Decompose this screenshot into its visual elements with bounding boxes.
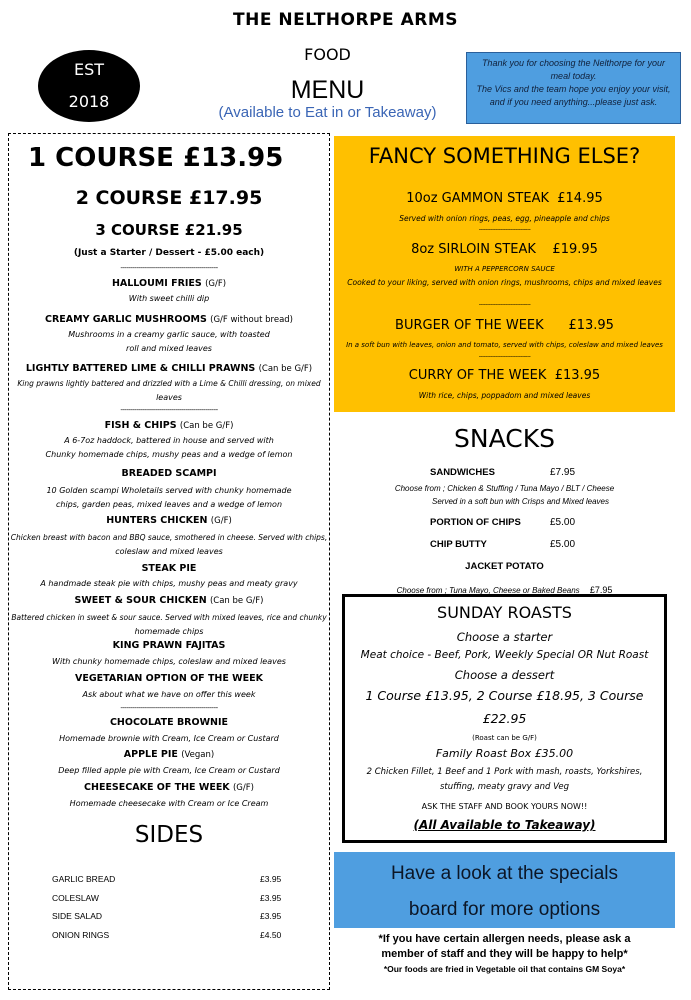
fancy-item-desc: WITH A PEPPERCORN SAUCE <box>454 265 555 273</box>
menu-item-desc: A 6-7oz haddock, battered in house and served with <box>64 436 274 445</box>
specials-line: board for more options <box>408 899 601 920</box>
food-label: FOOD <box>304 45 351 64</box>
menu-item-title <box>10 640 328 651</box>
item-price: £13.95 <box>568 318 614 333</box>
item-name: FISH & CHIPS <box>104 420 177 431</box>
allergen-note: *If you have certain allergen needs, please ask a <box>378 933 631 945</box>
item-name: 10oz GAMMON STEAK <box>406 191 549 206</box>
item-name: APPLE PIE <box>123 749 178 760</box>
family-roast-box: Family Roast Box £35.00 <box>435 747 574 760</box>
menu-item-title <box>10 468 328 479</box>
availability-note: (Available to Eat in or Takeaway) <box>218 104 437 121</box>
est-year: 2018 <box>68 92 110 111</box>
item-name: LIGHTLY BATTERED LIME & CHILLI PRAWNS <box>25 363 256 374</box>
item-name: SWEET & SOUR CHICKEN <box>74 595 207 606</box>
item-note: (G/F) <box>205 279 227 289</box>
item-price: £13.95 <box>554 368 601 383</box>
snack-name: PORTION OF CHIPS <box>430 517 521 528</box>
item-name: VEGETARIAN OPTION OF THE WEEK <box>75 673 263 684</box>
oil-note: *Our foods are fried in Vegetable oil that contains GM Soya* <box>383 964 626 974</box>
sides-heading: SIDES <box>134 822 204 848</box>
menu-item-title <box>10 595 328 606</box>
snack-name: SANDWICHES <box>430 467 495 478</box>
menu-item-title <box>10 314 328 325</box>
side-item-name: SIDE SALAD <box>52 911 103 921</box>
set-menu-panel <box>8 133 330 990</box>
sunday-starter: Choose a starter <box>456 630 553 644</box>
menu-item-title <box>10 749 328 760</box>
menu-item-desc: Deep filled apple pie with Cream, Ice Cream or Custard <box>58 766 280 775</box>
fancy-item-desc: In a soft bun with leaves, onion and tomato, served with chips, coleslaw and mixed leaves <box>346 341 663 349</box>
sunday-prices-3: £22.95 <box>482 711 527 726</box>
separator: ------------------------------------------------ <box>120 704 218 712</box>
menu-item-desc: A handmade steak pie with chips, mushy peas and meaty gravy <box>40 579 298 588</box>
menu-item-title <box>10 673 328 684</box>
menu-item-desc: Chunky homemade chips, mushy peas and a wedge of lemon <box>45 450 293 459</box>
menu-item-desc: Homemade cheesecake with Cream or Ice Cream <box>69 799 269 808</box>
menu-item-desc: coleslaw and mixed leaves <box>115 547 223 556</box>
separator: ------------------------------------------------ <box>120 264 218 272</box>
item-name: CHOCOLATE BROWNIE <box>109 717 229 728</box>
menu-item-desc: roll and mixed leaves <box>126 344 212 353</box>
snack-desc: Choose from ; Tuna Mayo, Cheese or Baked Beans <box>396 586 580 595</box>
fancy-item-title <box>334 242 675 257</box>
snack-desc: Choose from ; Chicken & Stuffing / Tuna Mayo / BLT / Cheese <box>394 484 615 493</box>
item-name: STEAK PIE <box>141 563 197 574</box>
snack-price: £5.00 <box>550 517 576 528</box>
item-name: HALLOUMI FRIES <box>111 278 202 289</box>
menu-item-desc: homemade chips <box>134 627 204 636</box>
snack-price: £7.95 <box>550 467 576 478</box>
item-note: (Vegan) <box>181 750 215 760</box>
thanks-line: The Vics and the team hope you enjoy your visit, <box>476 84 671 94</box>
menu-item-title <box>10 420 328 431</box>
side-item-name: GARLIC BREAD <box>52 874 116 884</box>
family-roast-desc: stuffing, meaty gravy and Veg <box>439 782 570 792</box>
menu-item-desc: Mushrooms in a creamy garlic sauce, with toasted <box>68 330 270 339</box>
menu-item-title <box>10 717 328 728</box>
side-item-price: £4.50 <box>260 930 282 940</box>
item-name: CREAMY GARLIC MUSHROOMS <box>44 314 207 325</box>
snack-desc: Served in a soft bun with Crisps and Mixed leaves <box>432 497 609 506</box>
item-name: 8oz SIRLOIN STEAK <box>411 242 536 257</box>
menu-item-desc: chips, garden peas, mixed leaves and a wedge of lemon <box>55 500 283 509</box>
fancy-item-desc: Cooked to your liking, served with onion rings, mushrooms, chips and mixed leaves <box>347 278 662 287</box>
side-item-price: £3.95 <box>260 911 282 921</box>
specials-banner <box>334 852 675 928</box>
item-note: (G/F without bread) <box>210 315 293 325</box>
menu-item-desc: Battered chicken in sweet & sour sauce. Served with mixed leaves, rice and chunky <box>11 613 327 622</box>
side-item-name: COLESLAW <box>52 893 99 903</box>
menu-item-desc: leaves <box>156 393 182 402</box>
separator: ------------------------------------------------ <box>120 406 218 414</box>
sunday-prices: 1 Course £13.95, 2 Course £18.95, 3 Course <box>365 688 644 703</box>
thanks-line: Thank you for choosing the Nelthorpe for your <box>481 58 666 68</box>
menu-item-desc: Ask about what we have on offer this week <box>82 690 256 699</box>
sunday-gf-note: (Roast can be G/F) <box>472 734 537 742</box>
three-course-price: 3 COURSE £21.95 <box>95 221 243 239</box>
sunday-dessert: Choose a dessert <box>454 668 555 682</box>
item-name: HUNTERS CHICKEN <box>106 515 208 526</box>
thanks-line: meal today. <box>550 71 597 81</box>
book-now-note: ASK THE STAFF AND BOOK YOURS NOW!! <box>421 802 588 811</box>
fancy-item-desc: Served with onion rings, peas, egg, pineapple and chips <box>399 214 610 223</box>
menu-item-desc: Homemade brownie with Cream, Ice Cream or Custard <box>59 734 279 743</box>
sunday-heading: SUNDAY ROASTS <box>437 603 572 622</box>
item-name: BURGER OF THE WEEK <box>395 318 544 333</box>
item-price: £14.95 <box>557 191 603 206</box>
item-note: (G/F) <box>232 783 254 793</box>
menu-item-desc: With chunky homemade chips, coleslaw and mixed leaves <box>52 657 286 666</box>
item-name: KING PRAWN FAJITAS <box>112 640 226 651</box>
separator: ------------------------------- <box>478 226 531 233</box>
item-note: (Can be G/F) <box>209 596 264 606</box>
specials-line: Have a look at the specials <box>390 863 619 884</box>
fancy-heading: FANCY SOMETHING ELSE? <box>368 144 641 168</box>
item-note: (Can be G/F) <box>179 421 234 431</box>
menu-item-desc: Chicken breast with bacon and BBQ sauce, smothered in cheese. Served with chips, <box>10 533 328 542</box>
snack-price: £7.95 <box>589 585 613 595</box>
thank-you-box <box>466 52 681 124</box>
menu-item-title <box>10 278 328 289</box>
menu-item-desc: 10 Golden scampi Wholetails served with chunky homemade <box>46 486 292 495</box>
course-note: (Just a Starter / Dessert - £5.00 each) <box>73 248 265 258</box>
menu-item-title <box>10 782 328 793</box>
menu-heading: MENU <box>290 76 365 104</box>
sunday-meat-choice: Meat choice - Beef, Pork, Weekly Special OR Nut Roast <box>360 649 649 661</box>
item-note: (G/F) <box>210 516 232 526</box>
snack-name: CHIP BUTTY <box>430 539 487 550</box>
est-label: EST <box>73 60 105 79</box>
fancy-item-desc: With rice, chips, poppadom and mixed leaves <box>418 391 591 400</box>
menu-item-title <box>10 363 328 374</box>
menu-item-desc: With sweet chilli dip <box>128 294 210 303</box>
fancy-item-title <box>334 318 675 333</box>
item-name: CHEESECAKE OF THE WEEK <box>84 782 230 793</box>
fancy-item-title <box>334 368 675 383</box>
menu-item-title <box>10 563 328 574</box>
item-name: CURRY OF THE WEEK <box>408 368 547 383</box>
menu-item-desc: King prawns lightly battered and drizzled with a Lime & Chilli dressing, on mixed <box>17 379 321 388</box>
family-roast-desc: 2 Chicken Fillet, 1 Beef and 1 Pork with mash, roasts, Yorkshires, <box>366 767 643 777</box>
side-item-name: ONION RINGS <box>52 930 110 940</box>
snacks-heading: SNACKS <box>454 424 555 453</box>
separator: ------------------------------- <box>478 353 531 360</box>
one-course-price: 1 COURSE £13.95 <box>28 143 284 173</box>
est-badge <box>38 50 140 122</box>
item-note: (Can be G/F) <box>258 364 313 374</box>
side-item-price: £3.95 <box>260 874 282 884</box>
fancy-item-title <box>334 191 675 206</box>
menu-item-title <box>10 515 328 526</box>
site-title: THE NELTHORPE ARMS <box>233 10 458 30</box>
snack-price: £5.00 <box>550 539 576 550</box>
separator: ------------------------------- <box>478 301 531 308</box>
side-item-price: £3.95 <box>260 893 282 903</box>
item-price: £19.95 <box>552 242 598 257</box>
takeaway-note: (All Available to Takeaway) <box>413 818 596 832</box>
thanks-line: and if you need anything...please just ask. <box>489 97 658 107</box>
two-course-price: 2 COURSE £17.95 <box>75 187 263 209</box>
allergen-note: member of staff and they will be happy to help* <box>381 948 628 960</box>
item-name: BREADED SCAMPI <box>121 468 217 479</box>
snack-name: JACKET POTATO <box>465 561 544 572</box>
